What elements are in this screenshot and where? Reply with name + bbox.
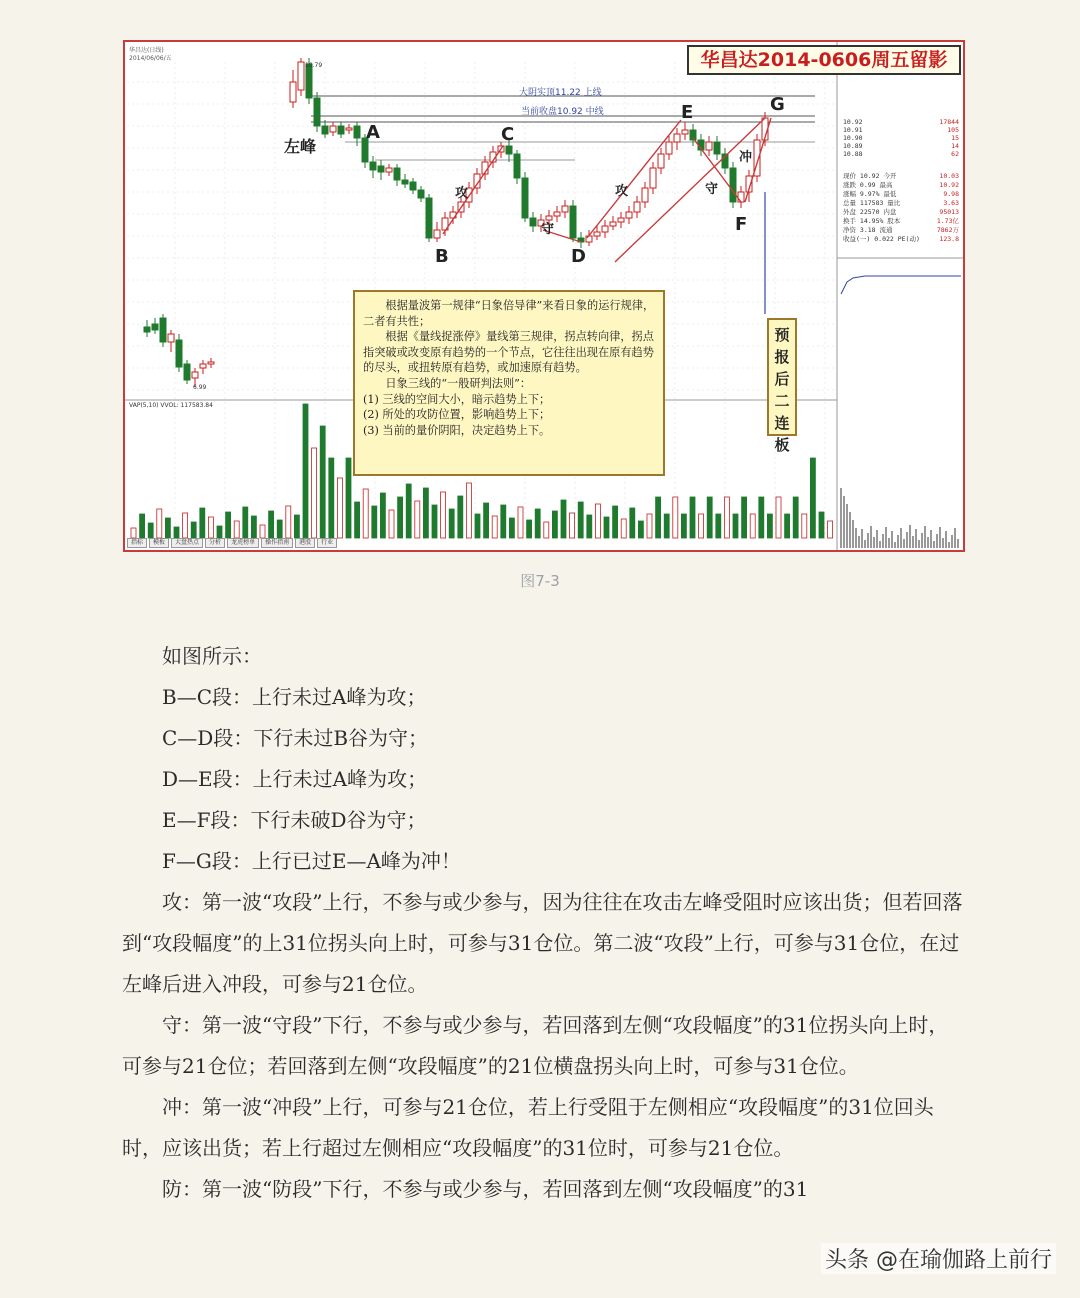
volume-bar (466, 483, 471, 538)
candle-body (330, 126, 336, 132)
candle-body (626, 212, 632, 218)
volume-bar (647, 514, 652, 538)
volume-bar (492, 516, 497, 538)
forecast-box (767, 318, 797, 454)
volume-bar (406, 484, 411, 538)
candle-body (618, 218, 624, 222)
volume-bar (509, 518, 514, 538)
stat-row: 外盘 22570 内盘 95013 (843, 208, 959, 216)
volume-bar (380, 493, 385, 538)
candle-body (418, 190, 424, 198)
forecast-char: 板 (774, 436, 790, 454)
volume-bar (157, 509, 162, 538)
segment-attack-1: 攻 (455, 186, 469, 201)
figure-title: 华昌达2014-0606周五留影 (687, 45, 961, 75)
left-peak-label: 左峰 (284, 137, 317, 156)
stat-row: 换手 14.95% 股本 1.73亿 (843, 217, 959, 225)
volume-bar (286, 506, 291, 538)
candle-body (402, 180, 408, 184)
volume-label: VAP(5,10) VVOL: 117583.84 (129, 402, 213, 409)
quote-row: 10.90 15 (843, 134, 959, 142)
candle-body (586, 236, 592, 242)
volume-bar (269, 511, 274, 538)
point-e: E (681, 102, 694, 123)
volume-bar (398, 497, 403, 538)
volume-bar (346, 458, 351, 538)
volume-bar (724, 497, 729, 538)
volume-bar (294, 515, 299, 538)
candle-body (192, 372, 198, 378)
volume-bar (501, 505, 506, 538)
candle-body (346, 128, 352, 130)
candle-body (514, 154, 520, 178)
volume-bar (303, 404, 308, 538)
volume-bar (518, 507, 523, 538)
candle-body (530, 218, 536, 226)
paragraph: E—F段：下行未破D谷为守； (162, 808, 427, 832)
candle-body (184, 364, 190, 380)
candle-body (594, 232, 600, 236)
chart-tab-bar (127, 538, 833, 548)
volume-bar (140, 514, 145, 538)
candle-body (738, 192, 744, 202)
candle-body (634, 202, 640, 212)
volume-bar (191, 522, 196, 538)
middle-line-label: 当前收盘10.92 中线 (521, 107, 604, 117)
volume-bar (363, 489, 368, 538)
volume-bar (776, 497, 781, 538)
candle-body (200, 364, 206, 368)
chart-tab[interactable]: 分析 (205, 538, 225, 548)
candle-body (160, 318, 166, 342)
forecast-char: 后 (774, 370, 790, 388)
quote-row: 10.88 62 (843, 150, 959, 158)
note-line: 根据量波第一规律“日象倍导律”来看日象的运行规律，二者有共性； (363, 299, 655, 328)
volume-bar (527, 520, 532, 538)
note-line: (3) 当前的量价阴阳，决定趋势上下。 (363, 423, 551, 437)
volume-bar (355, 502, 360, 538)
candle-body (410, 182, 416, 190)
volume-bar (174, 527, 179, 538)
candle-body (144, 327, 150, 332)
volume-bar (217, 526, 222, 538)
body-text (122, 636, 964, 1210)
volume-bar (587, 515, 592, 538)
volume-bar (793, 497, 798, 538)
segment-defend-1: 守 (541, 222, 555, 237)
candle-body (394, 168, 400, 180)
trend-arrow (443, 146, 503, 234)
volume-bar (733, 514, 738, 538)
forecast-char: 二 (774, 392, 790, 410)
chart-tab[interactable]: 行业 (317, 538, 337, 548)
stat-row: 净资 3.18 流通 7862万 (843, 226, 959, 234)
volume-bar (785, 514, 790, 538)
forecast-char: 报 (774, 348, 790, 366)
volume-bar (329, 458, 334, 538)
volume-bar (656, 497, 661, 538)
candle-body (658, 154, 664, 168)
volume-bar (251, 516, 256, 538)
volume-bar (699, 514, 704, 538)
volume-bar (260, 525, 265, 538)
volume-bar (475, 514, 480, 538)
stat-row: 涨幅 9.97% 最低 9.98 (843, 190, 959, 198)
note-line: (2) 所处的攻防位置，影响趋势上下； (363, 408, 551, 422)
volume-bar (458, 496, 463, 538)
high-price-label: 10.79 (305, 62, 323, 69)
chart-tab[interactable]: 龙虎榜单 (227, 538, 259, 548)
point-g: G (770, 94, 785, 115)
candle-body (434, 230, 440, 238)
watermark: 头条 @在瑜伽路上前行 (821, 1243, 1056, 1274)
candle-body (650, 168, 656, 188)
intraday-line (841, 276, 961, 294)
volume-bar (544, 522, 549, 538)
candle-body (176, 340, 182, 367)
point-b: B (435, 246, 449, 267)
volume-bar (750, 514, 755, 538)
chart-tab[interactable]: 模板 (149, 538, 169, 548)
volume-bar (578, 502, 583, 538)
volume-bar (277, 520, 282, 538)
chart-tab[interactable]: 大盘热点 (171, 538, 203, 548)
stat-row: 现价 10.92 今开 10.03 (843, 172, 959, 180)
point-d: D (571, 246, 586, 267)
paragraph: 防：第一波“防段”下行，不参与或少参与，若回落到左侧“攻段幅度”的31 (162, 1177, 809, 1201)
volume-bar (535, 509, 540, 538)
paragraph: 守：第一波“守段”下行，不参与或少参与，若回落到左侧“攻段幅度”的31位拐头向上时，可参与21仓位；若回落到左侧“攻段幅度”的21位横盘拐头向上时，可参与31仓位。 (122, 1013, 949, 1078)
candle-body (562, 206, 568, 212)
candle-body (554, 212, 560, 216)
volume-bar (673, 497, 678, 538)
volume-bar (681, 514, 686, 538)
stat-row: 总量 117583 量比 3.63 (843, 199, 959, 207)
paragraph: 冲：第一波“冲段”上行，可参与21仓位，若上行受阻于左侧相应“攻段幅度”的31位回头时，应该出货；若上行超过左侧相应“攻段幅度”的31位时，可参与21仓位。 (122, 1095, 934, 1160)
chart-tab[interactable]: 操作指南 (261, 538, 293, 548)
volume-bar (423, 488, 428, 538)
chart-header-name: 华昌达(日线) (129, 47, 164, 54)
candle-body (378, 166, 384, 172)
volume-bar (595, 504, 600, 538)
segment-defend-2: 守 (705, 182, 719, 197)
volume-bar (707, 497, 712, 538)
volume-bar (561, 500, 566, 538)
figure-caption: 图7-3 (520, 572, 560, 590)
candle-body (354, 126, 360, 138)
segment-attack-2: 攻 (615, 184, 629, 199)
volume-bar (664, 514, 669, 538)
volume-bar (200, 508, 205, 538)
quote-row: 10.89 14 (843, 142, 959, 150)
chart-figure (123, 40, 965, 552)
candle-body (610, 222, 616, 226)
candle-body (298, 62, 304, 90)
candle-body (306, 64, 312, 98)
volume-bar (690, 497, 695, 538)
candle-body (642, 188, 648, 202)
candle-body (706, 142, 712, 150)
note-line: (1) 三线的空间大小，暗示趋势上下； (363, 392, 551, 406)
stat-row: 涨跌 0.99 最高 10.92 (843, 181, 959, 189)
candle-body (522, 178, 528, 218)
candle-body (338, 126, 344, 134)
forecast-char: 预 (774, 326, 790, 344)
volume-bar (449, 509, 454, 538)
volume-bar (552, 511, 557, 538)
candle-body (290, 82, 296, 102)
volume-bar (337, 478, 342, 538)
volume-bar (226, 512, 231, 538)
quote-row: 10.92 17844 (843, 118, 959, 126)
paragraph: 如图所示： (162, 644, 262, 668)
volume-bar (441, 492, 446, 538)
volume-bar (716, 514, 721, 538)
volume-bar (759, 497, 764, 538)
candle-body (506, 146, 512, 154)
candle-body (208, 362, 214, 364)
volume-bar (243, 507, 248, 538)
volume-bar (148, 523, 153, 538)
volume-bar (604, 517, 609, 538)
candle-body (314, 98, 320, 126)
chart-tab[interactable]: 港股 (295, 538, 315, 548)
chart-header-date: 2014/06/06/五 (129, 55, 172, 62)
point-c: C (501, 124, 515, 145)
segment-rush: 冲 (739, 150, 753, 165)
volume-bar (767, 514, 772, 538)
volume-bar (208, 517, 213, 538)
volume-bar (621, 519, 626, 538)
candle-body (426, 198, 432, 238)
candle-body (714, 142, 720, 154)
upper-line-label: 大阴实顶11.22 上线 (519, 88, 602, 98)
volume-bar (320, 426, 325, 538)
stat-row: 收益(一) 0.022 PE(动) 123.8 (843, 235, 959, 243)
volume-bar (389, 510, 394, 538)
volume-bar (415, 501, 420, 538)
candle-body (730, 168, 736, 202)
paragraph: 攻：第一波“攻段”上行，不参与或少参与，因为往往在攻击左峰受阻时应该出货；但若回落到“攻段幅度”的上31位拐头向上时，可参与31仓位。第二波“攻段”上行，可参与31仓位，在过左峰后进入冲段，可参与21仓位。 (122, 890, 963, 996)
volume-bar (810, 458, 815, 538)
candle-body (322, 126, 328, 134)
volume-bar (165, 518, 170, 538)
candle-body (386, 168, 392, 172)
candle-body (168, 334, 174, 342)
note-line: 日象三线的“一般研判法则”： (385, 376, 532, 390)
point-f: F (735, 214, 748, 235)
paragraph: D—E段：上行未过A峰为攻； (162, 767, 428, 791)
trend-arrow (587, 120, 681, 238)
candle-body (602, 226, 608, 232)
low-price-label: 6.99 (193, 384, 207, 391)
volume-bar (802, 514, 807, 538)
candle-body (570, 206, 576, 238)
paragraph: F—G段：上行已过E—A峰为冲！ (162, 849, 461, 873)
candle-body (674, 134, 680, 142)
volume-bar (312, 448, 317, 538)
candle-body (152, 324, 158, 330)
point-a: A (366, 122, 380, 143)
forecast-char: 连 (774, 414, 790, 432)
quote-row: 10.91 105 (843, 126, 959, 134)
volume-bar (819, 512, 824, 538)
volume-bar (131, 528, 136, 538)
volume-bar (828, 521, 833, 538)
volume-bar (484, 503, 489, 538)
volume-bar (432, 505, 437, 538)
volume-bar (742, 497, 747, 538)
candle-body (666, 142, 672, 154)
paragraph: B—C段：上行未过A峰为攻； (162, 685, 427, 709)
paragraph: C—D段：下行未过B谷为守； (162, 726, 429, 750)
volume-bar (638, 521, 643, 538)
volume-bar (613, 506, 618, 538)
volume-bar (630, 508, 635, 538)
candle-body (370, 162, 376, 170)
volume-bar (570, 513, 575, 538)
volume-bar (234, 521, 239, 538)
chart-tab[interactable]: 指标 (127, 538, 147, 548)
note-line: 根据《量线捉涨停》量线第三规律，拐点转向律，拐点指突破或改变原有趋势的一个节点，它往往出现在原有趋势的尽头，或扭转原有趋势，或加速原有趋势。 (363, 330, 654, 375)
volume-bar (372, 506, 377, 538)
volume-bar (183, 513, 188, 538)
annotation-note (353, 290, 665, 476)
candle-body (682, 130, 688, 134)
